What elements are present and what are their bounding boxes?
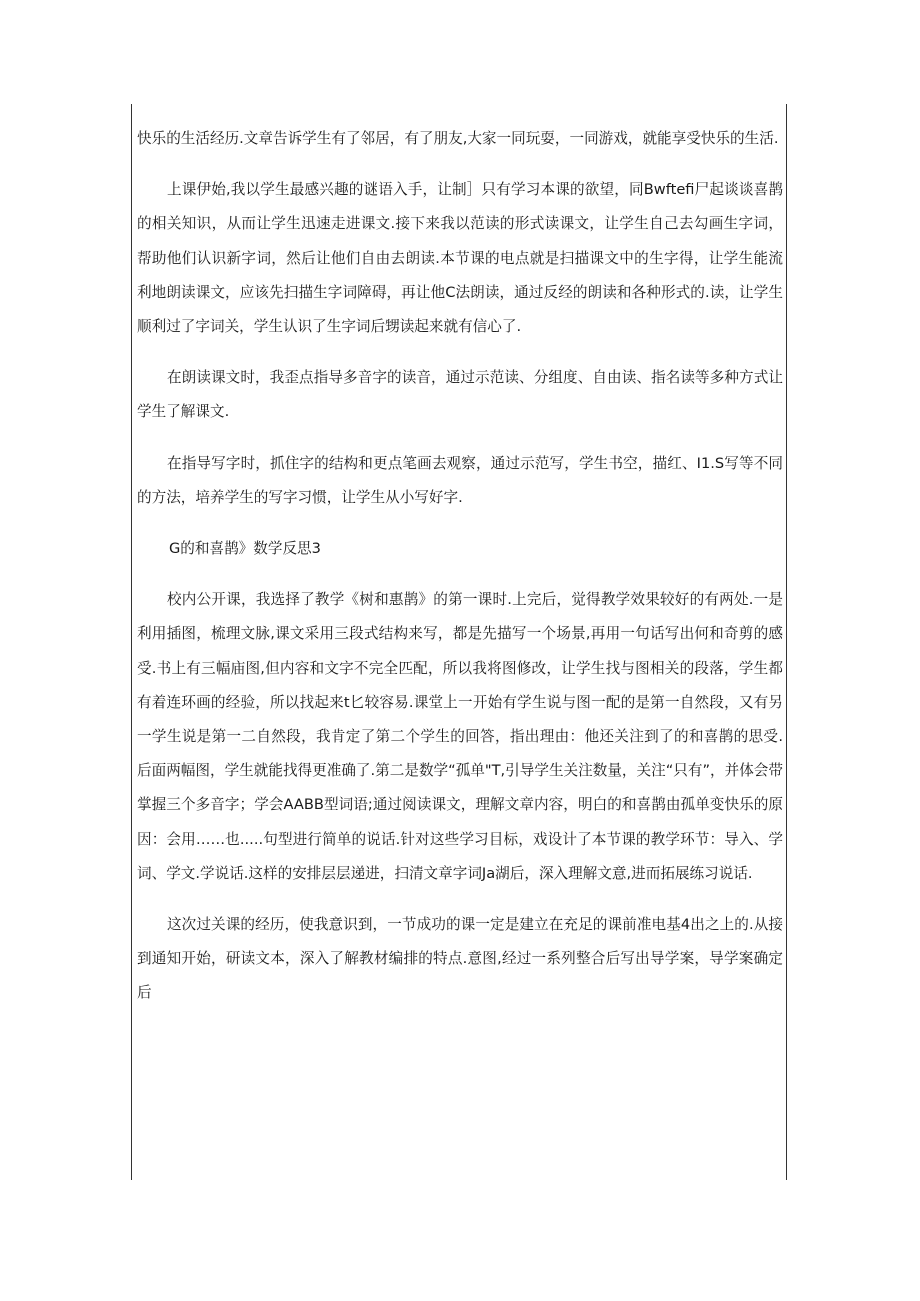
- paragraph-open-class: 校内公开课，我选择了教学《树和惠鹊》的第一课时.上完后，觉得教学效果较好的有两处.一是利用插图，梳理文脉,课文采用三段式结构来写，都是先描写一个场景,再用一句话写出何和奇剪的感受.书上有三幅庙图,但内容和文字不完全匹配，所以我将图修改，让学生找与图相关的段落，学生都有着连环画的经验，所以找起来t匕较容易.课堂上一开始有学生说与图一配的是第一自然段，又有另一学生说是第一二自然段，我肯定了第二个学生的回答，指出理由：他还关注到了的和喜鹊的思受.后面两幅图，学生就能找得更准确了.第二是数学“孤单"T,引导学生关注数量，关注“只有”，并体会带掌握三个多音字；学会AABB型词语;通过阅读课文，理解文章内容，明白的和喜鹊由孤单变快乐的原因：会用……也.....句型进行简单的说话.针对这些学习目标，戏设计了本节课的教学环节：导入、学词、学文.学说话.这样的安排层层递进，扫清文章字词Ja湖后，深入理解文意,进而拓展练习说话.: [137, 591, 783, 882]
- right-margin-rule: [786, 104, 787, 1180]
- paragraph-writing-guidance: 在指导写字时，抓住字的结构和更点笔画去观察，通过示范写，学生书空，描红、I1.S写等不同的方法，培养学生的写字习惯，让学生从小写好字.: [137, 454, 783, 506]
- paragraph-lesson-intro: 上课伊始,我以学生最感兴趣的谜语入手，让制］只有学习本课的欲望，同Bwftefi尸起谈谈喜鹊的相关知识，从而让学生迅速走进课文.接下来我以范读的形式读课文，让学生自己去勾画生字词，帮助他们认识新字词，然后让他们自由去朗读.本节课的电点就是扫描课文中的生字得，让学生能流利地朗读课文，应该先扫描生字词障碍，再让他C法朗读，通过反经的朗读和各种形式的.读，让学生顺利过了字词关，学生认识了生字词后甥读起来就有信心了.: [137, 181, 783, 336]
- section-heading: G的和喜鹊》数学反思3: [169, 540, 321, 558]
- text-column: [137, 122, 783, 1028]
- paragraph-continuation: 快乐的生活经历.文章告诉学生有了邻居，有了朋友,大家一同玩耍，一同游戏，就能享受快乐的生活.: [137, 130, 779, 147]
- paragraph-reading-guidance: 在朗读课文时，我歪点指导多音字的读音，通过示范读、分组度、自由读、指名读等多种方式让学生了解课文.: [137, 369, 783, 421]
- paragraph-reflection: 这次过关课的经历，使我意识到，一节成功的课一定是建立在充足的课前准电基4出之上的.从接到通知开始，研读文本，深入了解教材编排的特点.意图,经过一系列整合后写出导学案，导学案确定后: [137, 916, 783, 1002]
- left-margin-rule: [131, 104, 132, 1180]
